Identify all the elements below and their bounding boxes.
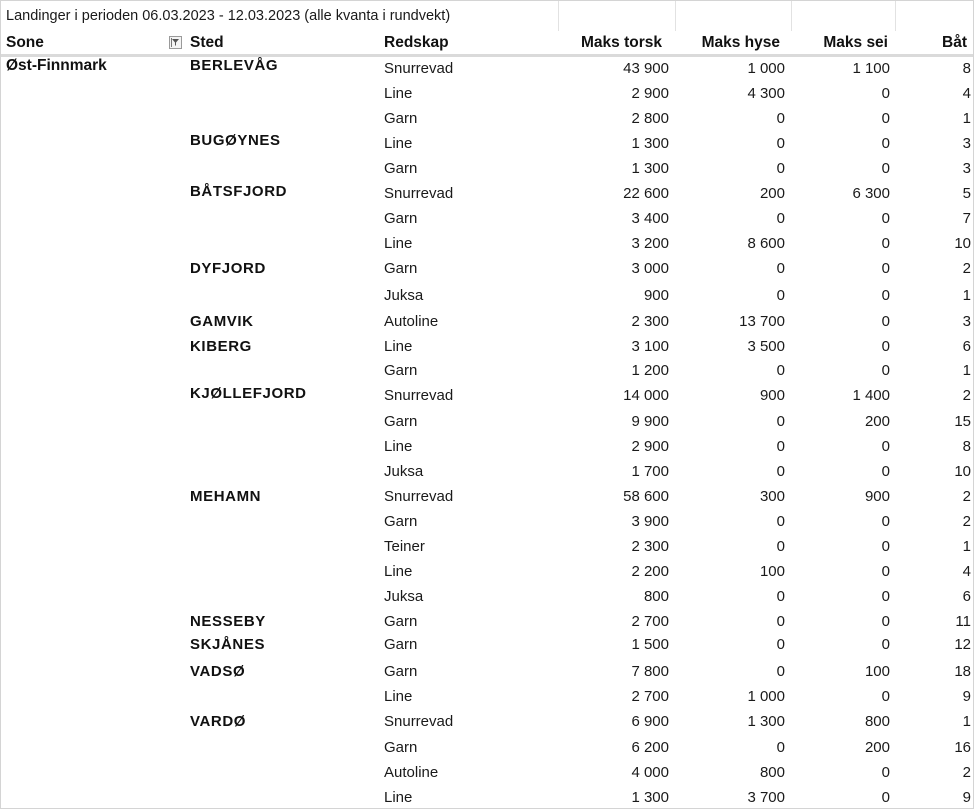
maks-torsk-cell: 6 200 (631, 739, 669, 756)
sone-cell: Øst-Finnmark (6, 57, 107, 74)
maks-hyse-cell: 0 (776, 538, 785, 555)
maks-torsk-cell: 2 800 (631, 110, 669, 127)
sted-cell: VADSØ (190, 663, 246, 680)
maks-sei-cell: 0 (881, 463, 890, 480)
maks-torsk-cell: 2 300 (631, 313, 669, 330)
bat-cell: 9 (962, 688, 971, 705)
cell-divider (895, 1, 896, 31)
maks-hyse-cell: 1 300 (747, 713, 785, 730)
maks-torsk-cell: 3 400 (631, 210, 669, 227)
redskap-cell: Garn (384, 260, 418, 277)
maks-sei-cell: 800 (864, 713, 890, 730)
maks-sei-cell: 0 (881, 563, 890, 580)
cell-divider (675, 1, 676, 31)
maks-sei-cell: 0 (881, 160, 890, 177)
maks-hyse-cell: 100 (759, 563, 785, 580)
redskap-cell: Garn (384, 636, 418, 653)
maks-torsk-cell: 2 700 (631, 613, 669, 630)
maks-sei-cell: 0 (881, 438, 890, 455)
bat-cell: 2 (962, 260, 971, 277)
maks-sei-cell: 0 (881, 588, 890, 605)
bat-cell: 2 (962, 387, 971, 404)
maks-hyse-cell: 0 (776, 260, 785, 277)
maks-torsk-cell: 800 (643, 588, 669, 605)
redskap-cell: Garn (384, 413, 418, 430)
maks-hyse-cell: 900 (759, 387, 785, 404)
redskap-cell: Garn (384, 513, 418, 530)
maks-sei-cell: 0 (881, 513, 890, 530)
sted-cell: NESSEBY (190, 613, 266, 630)
bat-cell: 7 (962, 210, 971, 227)
maks-torsk-cell: 3 900 (631, 513, 669, 530)
maks-torsk-cell: 6 900 (631, 713, 669, 730)
redskap-cell: Juksa (384, 588, 424, 605)
redskap-cell: Teiner (384, 538, 425, 555)
maks-sei-cell: 0 (881, 789, 890, 806)
redskap-cell: Line (384, 688, 413, 705)
bat-cell: 6 (962, 338, 971, 355)
maks-torsk-cell: 9 900 (631, 413, 669, 430)
maks-hyse-cell: 300 (759, 488, 785, 505)
maks-sei-cell: 0 (881, 538, 890, 555)
maks-hyse-cell: 1 000 (747, 688, 785, 705)
maks-sei-cell: 0 (881, 210, 890, 227)
redskap-cell: Garn (384, 613, 418, 630)
maks-sei-cell: 0 (881, 260, 890, 277)
header-row (1, 31, 973, 57)
bat-cell: 6 (962, 588, 971, 605)
maks-torsk-cell: 3 100 (631, 338, 669, 355)
maks-hyse-cell: 0 (776, 613, 785, 630)
maks-torsk-cell: 4 000 (631, 764, 669, 781)
sted-cell: BUGØYNES (190, 132, 281, 149)
maks-hyse-cell: 4 300 (747, 85, 785, 102)
header-bat[interactable]: Båt (942, 34, 967, 51)
header-maks-hyse[interactable]: Maks hyse (701, 34, 780, 51)
maks-torsk-cell: 1 300 (631, 789, 669, 806)
maks-hyse-cell: 800 (759, 764, 785, 781)
sted-cell: KJØLLEFJORD (190, 385, 307, 402)
maks-torsk-cell: 1 300 (631, 160, 669, 177)
redskap-cell: Garn (384, 739, 418, 756)
sted-cell: VARDØ (190, 713, 247, 730)
maks-sei-cell: 200 (864, 413, 890, 430)
redskap-cell: Snurrevad (384, 488, 454, 505)
bat-cell: 10 (954, 463, 971, 480)
sted-cell: KIBERG (190, 338, 252, 355)
maks-hyse-cell: 0 (776, 588, 785, 605)
table-title: Landinger i perioden 06.03.2023 - 12.03.2023 (alle kvanta i rundvekt) (6, 8, 451, 24)
maks-hyse-cell: 0 (776, 739, 785, 756)
maks-sei-cell: 0 (881, 110, 890, 127)
maks-torsk-cell: 14 000 (623, 387, 669, 404)
bat-cell: 3 (962, 135, 971, 152)
maks-hyse-cell: 0 (776, 513, 785, 530)
maks-hyse-cell: 3 500 (747, 338, 785, 355)
maks-hyse-cell: 8 600 (747, 235, 785, 252)
maks-hyse-cell: 13 700 (739, 313, 785, 330)
maks-hyse-cell: 0 (776, 663, 785, 680)
maks-hyse-cell: 3 700 (747, 789, 785, 806)
redskap-cell: Garn (384, 110, 418, 127)
maks-hyse-cell: 0 (776, 413, 785, 430)
bat-cell: 2 (962, 488, 971, 505)
maks-hyse-cell: 200 (759, 185, 785, 202)
sted-cell: MEHAMN (190, 488, 262, 505)
maks-sei-cell: 0 (881, 235, 890, 252)
maks-torsk-cell: 900 (643, 287, 669, 304)
redskap-cell: Snurrevad (384, 713, 454, 730)
maks-sei-cell: 6 300 (852, 185, 890, 202)
maks-sei-cell: 900 (864, 488, 890, 505)
bat-cell: 18 (954, 663, 971, 680)
header-redskap[interactable]: Redskap (384, 34, 449, 51)
maks-torsk-cell: 7 800 (631, 663, 669, 680)
bat-cell: 4 (962, 85, 971, 102)
filter-icon[interactable] (169, 36, 182, 49)
redskap-cell: Line (384, 85, 413, 102)
maks-hyse-cell: 0 (776, 287, 785, 304)
sted-cell: BÅTSFJORD (190, 183, 288, 200)
redskap-cell: Juksa (384, 463, 424, 480)
bat-cell: 1 (962, 287, 971, 304)
redskap-cell: Autoline (384, 764, 439, 781)
maks-torsk-cell: 2 300 (631, 538, 669, 555)
maks-hyse-cell: 1 000 (747, 60, 785, 77)
redskap-cell: Line (384, 438, 413, 455)
maks-sei-cell: 1 100 (852, 60, 890, 77)
maks-torsk-cell: 1 200 (631, 362, 669, 379)
maks-hyse-cell: 0 (776, 362, 785, 379)
cell-divider (558, 1, 559, 31)
title-row (1, 1, 973, 32)
maks-torsk-cell: 2 900 (631, 85, 669, 102)
bat-cell: 15 (954, 413, 971, 430)
maks-torsk-cell: 2 200 (631, 563, 669, 580)
bat-cell: 1 (962, 110, 971, 127)
maks-torsk-cell: 43 900 (623, 60, 669, 77)
redskap-cell: Juksa (384, 287, 424, 304)
redskap-cell: Snurrevad (384, 60, 454, 77)
bat-cell: 3 (962, 160, 971, 177)
sted-cell: SKJÅNES (190, 636, 266, 653)
redskap-cell: Snurrevad (384, 387, 454, 404)
maks-sei-cell: 0 (881, 362, 890, 379)
maks-hyse-cell: 0 (776, 210, 785, 227)
header-sone[interactable]: Sone (6, 34, 44, 51)
bat-cell: 8 (962, 60, 971, 77)
bat-cell: 16 (954, 739, 971, 756)
redskap-cell: Line (384, 338, 413, 355)
maks-sei-cell: 1 400 (852, 387, 890, 404)
maks-hyse-cell: 0 (776, 160, 785, 177)
bat-cell: 2 (962, 513, 971, 530)
bat-cell: 1 (962, 362, 971, 379)
bat-cell: 5 (962, 185, 971, 202)
redskap-cell: Garn (384, 210, 418, 227)
redskap-cell: Garn (384, 160, 418, 177)
maks-hyse-cell: 0 (776, 438, 785, 455)
maks-sei-cell: 0 (881, 613, 890, 630)
header-maks-torsk[interactable]: Maks torsk (581, 34, 662, 51)
maks-sei-cell: 0 (881, 135, 890, 152)
maks-torsk-cell: 1 700 (631, 463, 669, 480)
redskap-cell: Line (384, 563, 413, 580)
redskap-cell: Garn (384, 663, 418, 680)
bat-cell: 1 (962, 538, 971, 555)
redskap-cell: Autoline (384, 313, 439, 330)
maks-sei-cell: 0 (881, 636, 890, 653)
bat-cell: 9 (962, 789, 971, 806)
maks-hyse-cell: 0 (776, 636, 785, 653)
redskap-cell: Line (384, 235, 413, 252)
maks-torsk-cell: 2 700 (631, 688, 669, 705)
bat-cell: 12 (954, 636, 971, 653)
cell-divider (791, 1, 792, 31)
maks-torsk-cell: 1 300 (631, 135, 669, 152)
sted-cell: GAMVIK (190, 313, 254, 330)
maks-sei-cell: 0 (881, 688, 890, 705)
maks-torsk-cell: 3 000 (631, 260, 669, 277)
maks-torsk-cell: 1 500 (631, 636, 669, 653)
maks-hyse-cell: 0 (776, 135, 785, 152)
maks-torsk-cell: 58 600 (623, 488, 669, 505)
redskap-cell: Line (384, 135, 413, 152)
bat-cell: 10 (954, 235, 971, 252)
bat-cell: 3 (962, 313, 971, 330)
bat-cell: 11 (955, 613, 971, 630)
redskap-cell: Snurrevad (384, 185, 454, 202)
maks-torsk-cell: 3 200 (631, 235, 669, 252)
maks-sei-cell: 100 (864, 663, 890, 680)
header-maks-sei[interactable]: Maks sei (823, 34, 888, 51)
bat-cell: 8 (962, 438, 971, 455)
maks-sei-cell: 0 (881, 85, 890, 102)
maks-torsk-cell: 22 600 (623, 185, 669, 202)
maks-sei-cell: 0 (881, 287, 890, 304)
maks-sei-cell: 0 (881, 764, 890, 781)
redskap-cell: Garn (384, 362, 418, 379)
maks-hyse-cell: 0 (776, 463, 785, 480)
bat-cell: 4 (962, 563, 971, 580)
sted-cell: BERLEVÅG (190, 57, 279, 74)
bat-cell: 2 (962, 764, 971, 781)
maks-sei-cell: 0 (881, 338, 890, 355)
bat-cell: 1 (962, 713, 971, 730)
sted-cell: DYFJORD (190, 260, 266, 277)
maks-sei-cell: 200 (864, 739, 890, 756)
maks-hyse-cell: 0 (776, 110, 785, 127)
header-sted[interactable]: Sted (190, 34, 224, 51)
redskap-cell: Line (384, 789, 413, 806)
maks-sei-cell: 0 (881, 313, 890, 330)
maks-torsk-cell: 2 900 (631, 438, 669, 455)
